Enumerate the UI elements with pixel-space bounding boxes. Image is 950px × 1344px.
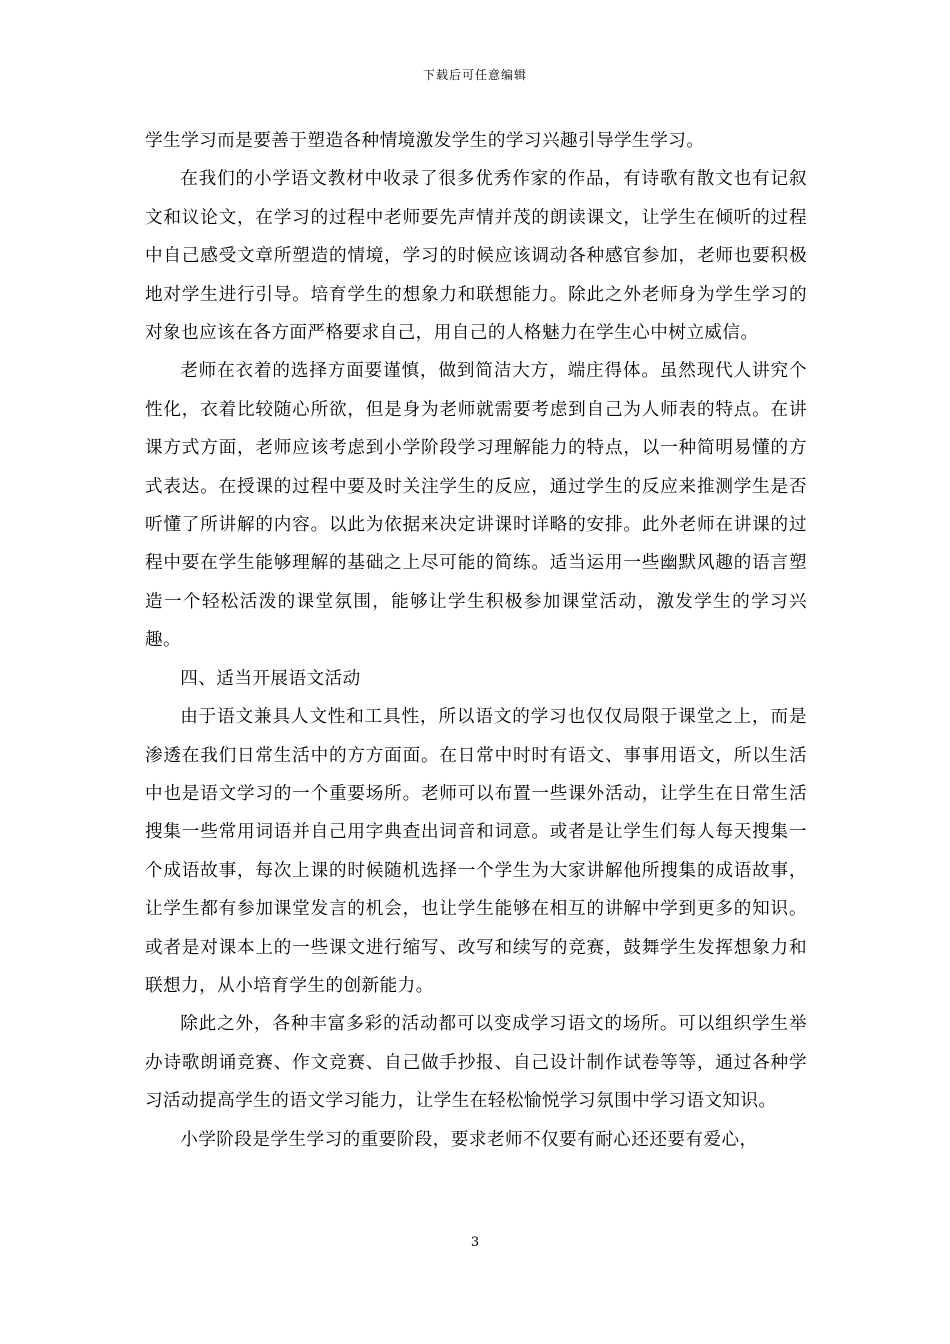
paragraph-textbook-reading: 在我们的小学语文教材中收录了很多优秀作家的作品，有诗歌有散文也有记叙文和议论文，在学习的过程中老师要先声情并茂的朗读课文，让学生在倾听的过程中自己感受文章所塑造的情境，学习的时候应该调动各种感官参加，老师也要积极地对学生进行引导。培育学生的想象力和联想能力。除此之外老师身为学生学习的对象也应该在各方面严格要求自己，用自己的人格魅力在学生心中树立威信。 <box>145 169 807 344</box>
paragraph-rich-activities: 除此之外，各种丰富多彩的活动都可以变成学习语文的场所。可以组织学生举办诗歌朗诵竞赛、作文竞赛、自己做手抄报、自己设计制作试卷等等，通过各种学习活动提高学生的语文学习能力，让学生在轻松愉悦学习氛围中学习语文知识。 <box>145 1014 807 1112</box>
page-number <box>0 1235 950 1250</box>
paragraph-continuation: 学生学习而是要善于塑造各种情境激发学生的学习兴趣引导学生学习。 <box>145 131 705 151</box>
page-number-text: 3 <box>470 1235 480 1250</box>
header-text: 下载后可任意编辑 <box>422 68 527 82</box>
paragraph-primary-stage: 小学阶段是学生学习的重要阶段，要求老师不仅要有耐心还还要有爱心， <box>180 1129 758 1150</box>
document-body <box>145 122 807 1159</box>
section-heading: 四、适当开展语文活动 <box>180 668 361 689</box>
paragraph-teacher-attire: 老师在衣着的选择方面要谨慎，做到简洁大方，端庄得体。虽然现代人讲究个性化，衣着比较随心所欲，但是身为老师就需要考虑到自己为人师表的特点。在讲课方式方面，老师应该考虑到小学阶段学习理解能力的特点，以一种简明易懂的方式表达。在授课的过程中要及时关注学生的反应，通过学生的反应来推测学生是否听懂了所讲解的内容。以此为依据来决定讲课时详略的安排。此外老师在讲课的过程中要在学生能够理解的基础之上尽可能的简练。适当运用一些幽默风趣的语言塑造一个轻松活泼的课堂氛围，能够让学生积极参加课堂活动，激发学生的学习兴趣。 <box>145 361 807 651</box>
paragraph-language-activities: 由于语文兼具人文性和工具性，所以语文的学习也仅仅局限于课堂之上，而是渗透在我们日常生活中的方方面面。在日常中时时有语文、事事用语文，所以生活中也是语文学习的一个重要场所。老师可以布置一些课外活动，让学生在日常生活搜集一些常用词语并自己用字典查出词音和词意。或者是让学生们每人每天搜集一个成语故事，每次上课的时候随机选择一个学生为大家讲解他所搜集的成语故事，让学生都有参加课堂发言的机会，也让学生能够在相互的讲解中学到更多的知识。或者是对课本上的一些课文进行缩写、改写和续写的竞赛，鼓舞学生发挥想象力和联想力，从小培育学生的创新能力。 <box>145 707 807 996</box>
page-header <box>0 68 950 82</box>
